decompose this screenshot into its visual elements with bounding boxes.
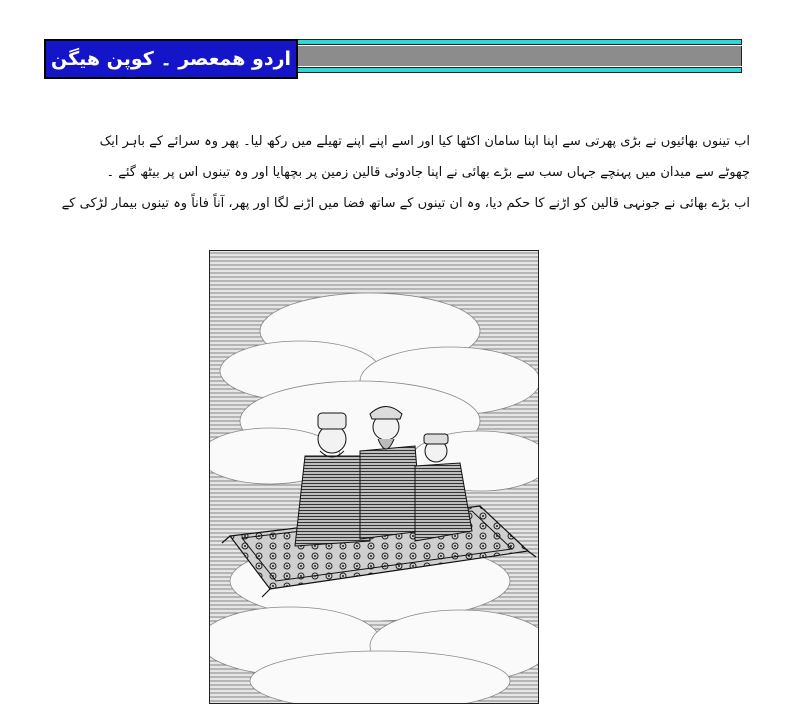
story-line-2: چھوٹے سے میدان میں پہنچے جہاں سب سے بڑے بھائی نے اپنا جادوئی قالین زمین پر بچھایا اور وہ تینوں اس پر بیٹھ گئے ۔ [106, 165, 750, 180]
header-banner [44, 39, 742, 79]
story-line-3: اب بڑے بھائی نے جونہی قالین کو اڑنے کا حکم دیا، وہ ان تینوں کے ساتھ فضا میں اڑنے لگا اور پھر، آناً فاناً وہ تینوں بیمار لڑکی کے [61, 196, 750, 211]
story-text [40, 126, 750, 219]
story-line-1: اب تینوں بھائیوں نے بڑی پھرتی سے اپنا اپنا سامان اکٹھا کیا اور اسے اپنے اپنے تھیلے میں رکھ لیا۔ پھر وہ سرائے کے باہر ایک [99, 134, 750, 149]
flying-carpet-illustration [209, 250, 539, 704]
page-title-box[interactable] [44, 39, 298, 79]
page-title: اردو ھمعصر ۔ کوپن ھیگن [50, 48, 292, 70]
illustration-drawing [210, 251, 538, 703]
